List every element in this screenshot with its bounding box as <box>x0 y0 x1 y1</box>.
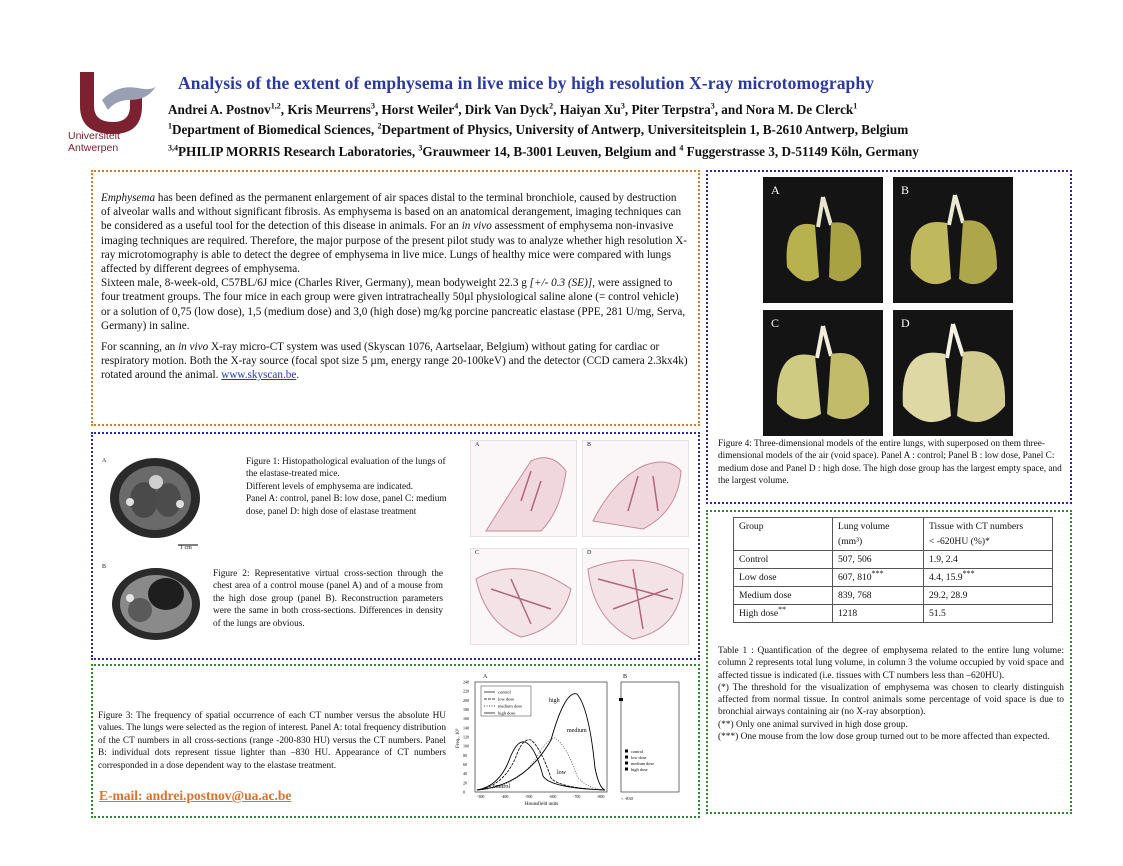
intro-span: assessment of emphysema non-invasive imaging techniques are required. Therefore, the major purpose of the present pilot study was to analyze whether high resolution X-ray microtomography is able to detect the degree of emphysema in live mice. Lungs of healthy mice were compared with lungs affected by different degrees of emphysema. <box>101 220 688 276</box>
table-row <box>734 587 1053 605</box>
caption-line: Different levels of emphysema are indicated. <box>246 481 414 492</box>
figure-3-chart-a <box>455 668 615 808</box>
author-separator: , <box>374 102 382 117</box>
x-tick-label: -600 <box>549 794 557 799</box>
y-tick-label: 80 <box>463 752 467 758</box>
table-note: (**) Only one animal survived in high dose group. <box>718 719 908 730</box>
contact-email[interactable]: E-mail: andrei.postnov@ua.ac.be <box>99 788 292 803</box>
lung-model-a-image <box>763 177 883 303</box>
y-tick-label: 180 <box>463 707 469 712</box>
cell-volume: 1218 <box>838 608 858 619</box>
author-affiliation-sup: 3 <box>620 101 625 111</box>
author-separator: , and <box>714 102 746 117</box>
caption-line: Panel A: control, panel B: low dose, panel C: medium dose, panel D: high dose of elastase treatment <box>246 494 447 517</box>
table-note: (*) The threshold for the visualization of emphysema was chosen to clearly distinguish affected from normal tissue. In control animals some percentage of void space is due to bronchial airways containing air (no X-ray absorption). <box>718 682 1064 718</box>
histology-d-image <box>583 549 688 644</box>
histology-a-image <box>471 441 576 536</box>
table-header-cell <box>734 518 833 551</box>
panel-label: D <box>587 550 592 556</box>
table-header-cell <box>924 518 1053 551</box>
author-affiliation-sup: 4 <box>454 101 459 111</box>
y-tick-label: 20 <box>463 780 467 786</box>
y-tick-label: 120 <box>463 734 469 740</box>
table-1-caption <box>718 645 1064 743</box>
cell-tissue: 51.5 <box>929 608 946 619</box>
intro-paragraph-3 <box>101 340 688 383</box>
author-affiliation-sup: 2 <box>549 101 554 111</box>
cell-sup: *** <box>962 568 975 578</box>
lung-3d-panel-c <box>763 310 883 436</box>
intro-paragraph-1 <box>101 191 688 276</box>
author-name: Andrei A. Postnov <box>168 102 271 117</box>
figure-2-caption: Figure 2: Representative virtual cross-section through the chest area of a control mouse (panel A) and of a mouse from the high dose group (panel B). Reconstruction parameters were the same in both cross-sections. Differences in density of the lungs are obvious. <box>213 569 443 629</box>
lung-model-c-image <box>763 310 883 436</box>
y-tick-label: 220 <box>463 688 469 694</box>
histology-panel-b <box>582 440 689 537</box>
intro-em: in vivo <box>178 341 209 354</box>
aff-text: Department of Biomedical Sciences, <box>172 122 378 137</box>
panel-label: B <box>587 442 592 448</box>
legend-marker <box>625 762 628 765</box>
legend-label: high dose <box>631 767 648 772</box>
x-tick-label: -500 <box>525 794 533 799</box>
aff-sup: 1 <box>168 121 172 131</box>
panel-label: A <box>483 674 488 680</box>
aff-text: Department of Physics, University of Antwerp, Universiteitsplein 1, B-2610 Antwerp, Belgium <box>381 122 909 137</box>
table-cell <box>833 569 924 587</box>
x-tick-label: < -830 <box>621 796 633 801</box>
panel-label: A <box>771 183 780 197</box>
ct-panel-a <box>100 452 210 552</box>
author-separator: , <box>458 102 465 117</box>
y-tick-label: 240 <box>463 679 469 685</box>
legend-marker <box>625 756 628 759</box>
curve-label-control: control <box>493 784 510 790</box>
lung-3d-panel-a <box>763 177 883 303</box>
author-affiliation-sup: 3 <box>710 101 715 111</box>
aff-sup: 3,4 <box>168 143 178 153</box>
y-tick-label: 40 <box>463 771 467 777</box>
aff-sup: 2 <box>377 121 382 131</box>
table-cell <box>833 551 924 569</box>
legend-label: medium dose <box>498 703 523 709</box>
point-high <box>619 698 623 701</box>
aff-sup: 4 <box>679 143 684 153</box>
author-name: Dirk Van Dyck <box>464 102 550 117</box>
lung-3d-panel-b <box>893 177 1013 303</box>
figure-1-caption <box>246 456 456 518</box>
intro-em: Emphysema <box>101 192 156 204</box>
cell-tissue: 4.4, 15.9 <box>929 572 963 583</box>
lung-volume-table <box>733 517 1053 623</box>
university-logo <box>68 66 158 166</box>
y-tick-label: 200 <box>463 697 469 703</box>
aff-sup: 3 <box>418 143 423 153</box>
intro-span: . <box>296 369 300 382</box>
table-header-cell <box>833 518 924 551</box>
cell-group: Control <box>739 554 769 565</box>
intro-span: For scanning, an <box>101 341 179 354</box>
author-name: Horst Weiler <box>381 102 455 117</box>
header-unit: (mm³) <box>838 536 863 547</box>
table-cell <box>833 605 924 623</box>
cell-group: Medium dose <box>739 590 792 601</box>
table-header-row <box>734 518 1053 551</box>
figure-4-caption: Figure 4: Three-dimensional models of the entire lungs, with superposed on them three-dimensional models of the air (void space). Panel A : control; Panel B : low dose, Panel C: medium dose and Panel D : high dose. The high dose group has the largest empty space, and the largest volume. <box>718 439 1062 487</box>
x-tick-label: -700 <box>573 794 581 799</box>
cell-volume: 607, 810 <box>838 572 872 583</box>
curve-low <box>477 740 605 790</box>
author-separator: , <box>280 102 288 117</box>
cell-sup: ** <box>778 604 787 614</box>
table-row <box>734 605 1053 623</box>
histology-panel-c <box>470 548 577 645</box>
author-name: Nora M. De Clerck <box>745 102 854 117</box>
histology-b-image <box>583 441 688 536</box>
figure-3-caption: Figure 3: The frequency of spatial occurrence of each CT number versus the absolute HU values. The lungs were selected as the region of interest. Panel A: total frequency distribution of the CT numbers in all cross-sections (range -200-830 HU) versus the CT numbers. Panel B: individual dots represent tissue lighter than –830 HU. Appearance of CT numbers corresponded in a dose dependent way to the elastase treatment. <box>98 711 446 771</box>
y-tick-label: 60 <box>463 762 467 767</box>
skyscan-link[interactable]: www.skyscan.be <box>221 369 297 382</box>
legend-label: low dose <box>631 755 647 760</box>
header-text: Group <box>739 521 764 532</box>
intro-em: [+/- 0.3 (SE)] <box>529 277 593 290</box>
legend-label: control <box>498 689 511 695</box>
scale-bar-label: 1 cm <box>180 545 192 551</box>
author-name: Kris Meurrens <box>287 102 371 117</box>
cell-tissue: 1.9, 2.4 <box>929 554 958 565</box>
cell-sup: *** <box>871 568 884 578</box>
aff-text: Grauwmeer 14, B-3001 Leuven, Belgium and <box>422 144 680 159</box>
table-cell <box>734 605 833 623</box>
panel-label: B <box>102 564 107 570</box>
author-separator: , <box>624 102 632 117</box>
curve-label-medium: medium <box>567 728 587 734</box>
cell-volume: 839, 768 <box>838 590 872 601</box>
intro-span: has been defined as the permanent enlargement of air spaces distal to the terminal bronchiole, caused by destruction of alveolar walls and without significant fibrosis. As emphysema is based on an anatomical derangement, imaging techniques can be considered as a useful tool for the detection of this disease in animals. For an <box>101 192 682 233</box>
table-cell <box>924 605 1053 623</box>
aff-text: Fuggerstrasse 3, D-51149 Köln, Germany <box>683 144 919 159</box>
poster-title: Analysis of the extent of emphysema in live mice by high resolution X-ray microtomography <box>178 73 875 93</box>
header-unit: < -620HU (%)* <box>929 536 990 547</box>
table-cell <box>734 551 833 569</box>
histology-panel-d <box>582 548 689 645</box>
table-cell <box>734 569 833 587</box>
author-separator: , <box>553 102 560 117</box>
lung-model-b-image <box>893 177 1013 303</box>
panel-label: B <box>901 183 910 197</box>
legend-label: high dose <box>498 710 516 716</box>
table-cell <box>924 569 1053 587</box>
panel-label: B <box>623 674 628 680</box>
intro-em: in vivo <box>461 220 492 233</box>
y-tick-label: 140 <box>463 725 469 731</box>
legend-label: medium dose <box>631 761 655 766</box>
author-name: Haiyan Xu <box>559 102 621 117</box>
cell-volume: 507, 506 <box>838 554 872 565</box>
legend-label: low dose <box>498 696 515 702</box>
cell-group: Low dose <box>739 572 777 583</box>
panel-label: C <box>475 550 480 556</box>
logo-line-1: Universiteit <box>68 130 120 142</box>
table-cell <box>924 551 1053 569</box>
ct-slice-a-image <box>100 452 210 552</box>
logo-line-2: Antwerpen <box>68 142 119 154</box>
intro-span: , were assigned to four treatment groups. The four mice in each group were given intratracheally 50µl physiological saline alone (= control vehicle) or a solution of 0,75 (low dose), 1,5 (medium dose) and 3,0 (high dose) mg/kg porcine pancreatic elastase (PPE, 281 U/mg, Serva, Germany) in saline. <box>101 277 686 332</box>
x-axis-label: Hounsfield units <box>525 802 559 807</box>
table-row <box>734 551 1053 569</box>
table-note: (***) One mouse from the low dose group turned out to be more affected than expected. <box>718 732 1050 743</box>
affiliation-line-1 <box>168 122 908 138</box>
plot-frame <box>621 682 679 792</box>
y-tick-label: 0 <box>463 789 465 795</box>
curve-label-high: high <box>549 698 560 704</box>
author-affiliation-sup: 1 <box>853 101 858 111</box>
x-tick-label: -300 <box>477 794 485 799</box>
intro-span: X-ray micro-CT system was used (Skyscan 1076, Aartselaar, Belgium) without gating for cardiac or respiratory motion. Both the X-ray source (focal spot size 5 µm, energy range 20-100keV) and the detector (CCD camera 2.3kx4k) rotated around the animal. <box>101 341 688 382</box>
header-text: Tissue with CT numbers <box>929 521 1024 532</box>
y-axis-label: Freq., 10³ <box>456 728 461 748</box>
table-caption-text: Table 1 : Quantification of the degree of emphysema related to the entire lung volume: column 2 represents total lung volume, in column 3 the volume occupied by void space and affected tissue is indicated (i.e. tissues with CT numbers less than –620HU). <box>718 646 1064 681</box>
legend-marker <box>625 750 628 753</box>
ct-slice-b-image <box>100 562 210 652</box>
legend-label: control <box>631 749 644 754</box>
panel-label: A <box>102 458 107 464</box>
cell-tissue: 29.2, 28.9 <box>929 590 968 601</box>
author-list <box>168 102 857 118</box>
table-cell <box>833 587 924 605</box>
histology-panel-a <box>470 440 577 537</box>
author-affiliation-sup: 1,2 <box>270 101 281 111</box>
curve-medium <box>477 738 605 790</box>
panel-label: D <box>901 316 910 330</box>
lung-3d-panel-d <box>893 310 1013 436</box>
y-tick-label: 100 <box>463 743 469 749</box>
table-cell <box>924 587 1053 605</box>
panel-label: C <box>771 316 780 330</box>
lung-model-d-image <box>893 310 1013 436</box>
curve-label-low: low <box>557 770 566 776</box>
histology-c-image <box>471 549 576 644</box>
intro-span: Sixteen male, 8-week-old, C57BL/6J mice (Charles River, Germany), mean bodyweight 22.3 g <box>101 277 530 290</box>
affiliation-line-2 <box>168 144 919 160</box>
x-tick-label: -400 <box>501 794 509 799</box>
aff-text: PHILIP MORRIS Research Laboratories, <box>178 144 419 159</box>
cell-group: High dose <box>739 608 779 619</box>
legend-marker <box>625 768 628 771</box>
author-affiliation-sup: 3 <box>370 101 375 111</box>
intro-paragraph-2 <box>101 276 688 333</box>
header-text: Lung volume <box>838 521 890 532</box>
intro-text <box>101 191 688 383</box>
author-name: Piter Terpstra <box>631 102 711 117</box>
figure-3-chart-b <box>615 668 685 808</box>
y-tick-label: 160 <box>463 716 469 722</box>
panel-label: A <box>475 442 480 448</box>
table-cell <box>734 587 833 605</box>
caption-line: Figure 1: Histopathological evaluation of the lungs of the elastase-treated mice. <box>246 457 446 480</box>
x-tick-label: -800 <box>597 794 605 799</box>
ct-panel-b <box>100 562 210 652</box>
table-row <box>734 569 1053 587</box>
